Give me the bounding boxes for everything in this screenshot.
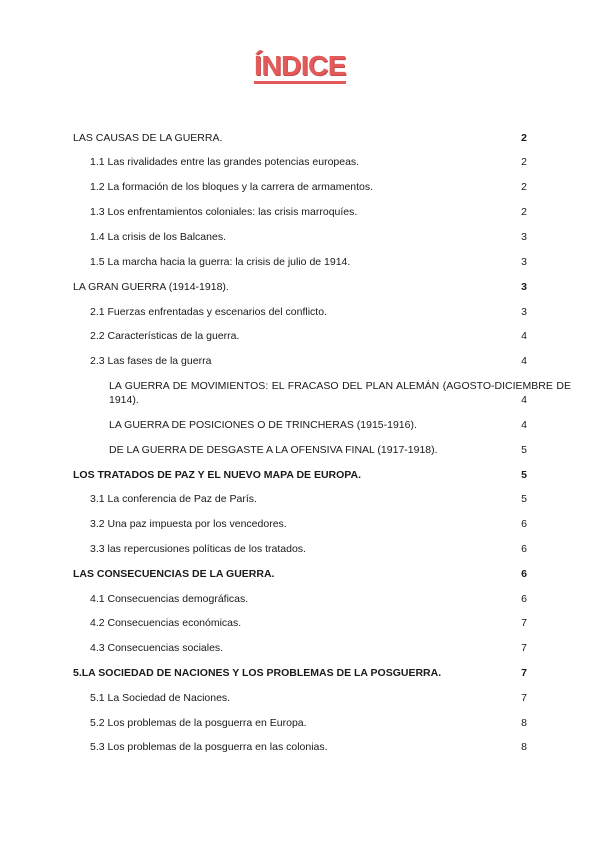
toc-entry-label: LOS TRATADOS DE PAZ Y EL NUEVO MAPA DE EUROPA.: [73, 469, 362, 481]
toc-entry-label: 5.3 Los problemas de la posguerra en las colonias.: [90, 741, 328, 753]
toc-entry-label: DE LA GUERRA DE DESGASTE A LA OFENSIVA FINAL (1917-1918).: [109, 444, 438, 456]
toc-entry-page: 7: [521, 692, 527, 704]
toc-entry-page: 7: [521, 642, 527, 654]
toc-entry-label: 1.1 Las rivalidades entre las grandes potencias europeas.: [90, 156, 360, 168]
toc-entry-page: 2: [521, 181, 527, 193]
toc-entry-label: LA GUERRA DE POSICIONES O DE TRINCHERAS (1915-1916).: [109, 419, 417, 431]
toc-entry-label: 3.2 Una paz impuesta por los vencedores.: [90, 518, 287, 530]
toc-entry-page: 3: [521, 281, 527, 293]
toc-entry-label: 5.2 Los problemas de la posguerra en Europa.: [90, 717, 307, 729]
toc-entry-label: 2.2 Características de la guerra.: [90, 330, 240, 342]
toc-entry-page: 5: [521, 469, 527, 481]
toc-entry-label: 1.4 La crisis de los Balcanes.: [90, 231, 226, 243]
toc-entry-label: 2.1 Fuerzas enfrentadas y escenarios del conflicto.: [90, 306, 327, 318]
toc-entry-label: LA GRAN GUERRA (1914-1918).: [73, 281, 229, 293]
toc-entry-page: 4: [521, 419, 527, 431]
toc-entry-page: 6: [521, 568, 527, 580]
toc-entry-page: 6: [521, 543, 527, 555]
toc-entry-page: 8: [521, 741, 527, 753]
toc-entry-page: 4: [521, 330, 527, 342]
toc-entry-page: 2: [521, 132, 527, 144]
toc-entry-page: 4: [521, 355, 527, 367]
toc-entry-label: 5.1 La Sociedad de Naciones.: [90, 692, 231, 704]
toc-entry-page: 7: [521, 667, 527, 679]
toc-entry-page: 7: [521, 617, 527, 629]
page-title: ÍNDICE: [0, 50, 600, 84]
toc-entry-label: 1.5 La marcha hacia la guerra: la crisis de julio de 1914.: [90, 256, 351, 268]
toc-entry-label: LA GUERRA DE MOVIMIENTOS: EL FRACASO DEL PLAN ALEMÁN (AGOSTO-DICIEMBRE DE 1914).: [109, 380, 571, 406]
toc-entry-label: LAS CONSECUENCIAS DE LA GUERRA.: [73, 568, 275, 580]
toc-entry-label: 4.2 Consecuencias económicas.: [90, 617, 242, 629]
toc-entry-page: 3: [521, 306, 527, 318]
toc-entry-page: 6: [521, 518, 527, 530]
toc-entry-label: 3.1 La conferencia de Paz de París.: [90, 493, 257, 505]
toc-entry-label: 2.3 Las fases de la guerra: [90, 355, 212, 367]
toc-entry-label: 5.LA SOCIEDAD DE NACIONES Y LOS PROBLEMAS DE LA POSGUERRA.: [73, 667, 442, 679]
toc-entry-page: 8: [521, 717, 527, 729]
toc-entry-label: 3.3 las repercusiones políticas de los tratados.: [90, 543, 306, 555]
toc-entry-page: 5: [521, 493, 527, 505]
toc-entry-page: 2: [521, 206, 527, 218]
toc-entry-label: 1.2 La formación de los bloques y la carrera de armamentos.: [90, 181, 374, 193]
toc-entry-label: 4.1 Consecuencias demográficas.: [90, 593, 249, 605]
toc-entry-page: 4: [521, 394, 527, 406]
toc-entry-label: LAS CAUSAS DE LA GUERRA.: [73, 132, 223, 144]
toc-entry-label: 1.3 Los enfrentamientos coloniales: las crisis marroquíes.: [90, 206, 358, 218]
toc-entry-page: 3: [521, 256, 527, 268]
toc-entry-page: 5: [521, 444, 527, 456]
toc-entry-page: 2: [521, 156, 527, 168]
toc-entry-label: 4.3 Consecuencias sociales.: [90, 642, 224, 654]
toc-entry-page: 6: [521, 593, 527, 605]
toc-entry-page: 3: [521, 231, 527, 243]
